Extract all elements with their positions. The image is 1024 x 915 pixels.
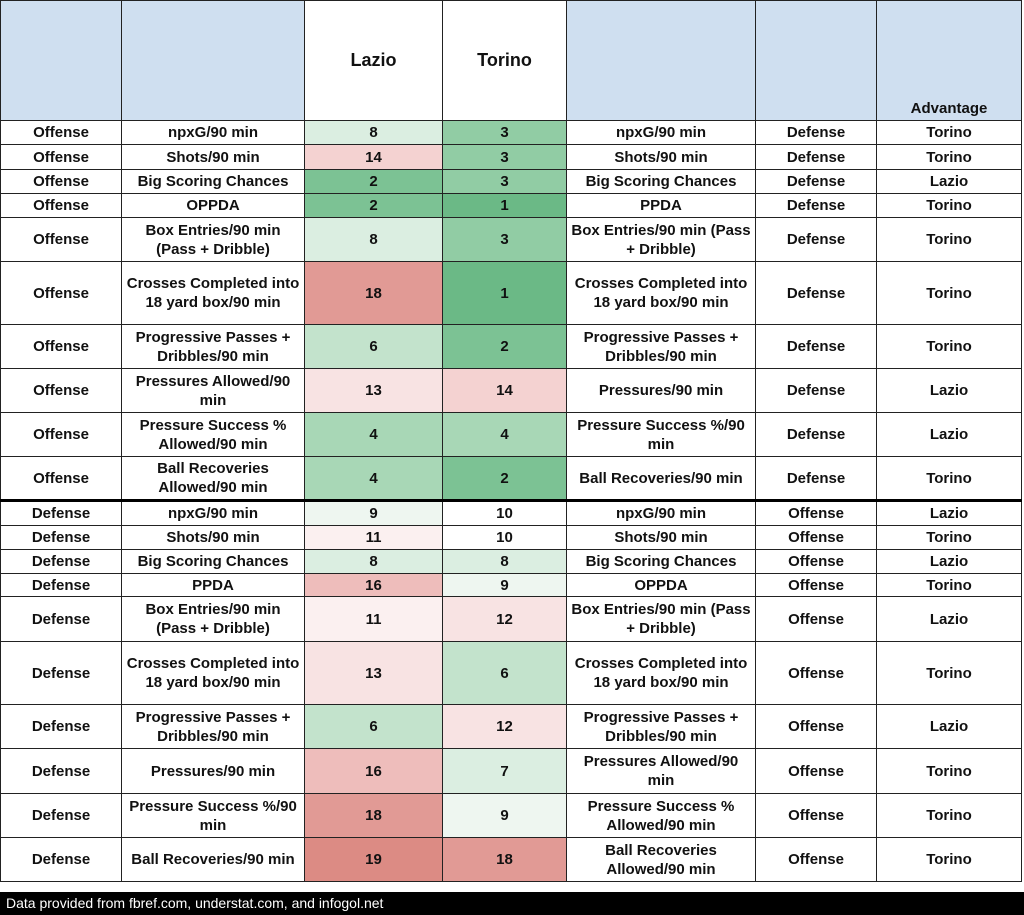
torino-value-cell: 3	[443, 121, 567, 145]
opponent-metric-cell: OPPDA	[567, 574, 756, 597]
opponent-metric-cell: Crosses Completed into 18 yard box/90 min	[567, 262, 756, 325]
team2-header: Torino	[443, 1, 567, 121]
table-row	[1, 170, 1022, 194]
lazio-value-cell: 8	[305, 550, 443, 574]
lazio-value-cell: 8	[305, 218, 443, 262]
advantage-cell: Lazio	[877, 170, 1022, 194]
table-row	[1, 413, 1022, 457]
side-cell: Defense	[1, 705, 122, 749]
opponent-metric-cell: Big Scoring Chances	[567, 170, 756, 194]
table-row	[1, 218, 1022, 262]
advantage-cell: Torino	[877, 194, 1022, 218]
torino-value-cell: 8	[443, 550, 567, 574]
table-row	[1, 501, 1022, 526]
table-row	[1, 749, 1022, 794]
opponent-side-cell: Defense	[756, 369, 877, 413]
torino-value-cell: 6	[443, 642, 567, 705]
lazio-value-cell: 11	[305, 597, 443, 642]
table-row	[1, 369, 1022, 413]
side-cell: Offense	[1, 413, 122, 457]
advantage-cell: Torino	[877, 218, 1022, 262]
table-row	[1, 705, 1022, 749]
torino-value-cell: 10	[443, 501, 567, 526]
lazio-value-cell: 16	[305, 574, 443, 597]
lazio-value-cell: 4	[305, 457, 443, 501]
lazio-value-cell: 18	[305, 262, 443, 325]
table-row	[1, 121, 1022, 145]
metric-cell: Pressure Success %/90 min	[122, 794, 305, 838]
metric-cell: Ball Recoveries/90 min	[122, 838, 305, 882]
side-cell: Defense	[1, 794, 122, 838]
opponent-metric-cell: Ball Recoveries/90 min	[567, 457, 756, 501]
torino-value-cell: 2	[443, 325, 567, 369]
opponent-side-cell: Offense	[756, 597, 877, 642]
lazio-value-cell: 2	[305, 194, 443, 218]
opponent-metric-cell: Box Entries/90 min (Pass + Dribble)	[567, 218, 756, 262]
header-blank-cell	[567, 1, 756, 121]
metric-cell: Shots/90 min	[122, 526, 305, 550]
metric-cell: npxG/90 min	[122, 501, 305, 526]
table-row	[1, 838, 1022, 882]
metric-cell: Crosses Completed into 18 yard box/90 min	[122, 262, 305, 325]
metric-cell: OPPDA	[122, 194, 305, 218]
side-cell: Offense	[1, 194, 122, 218]
side-cell: Defense	[1, 526, 122, 550]
opponent-metric-cell: Box Entries/90 min (Pass + Dribble)	[567, 597, 756, 642]
side-cell: Offense	[1, 145, 122, 170]
header-blank-cell	[1, 1, 122, 121]
opponent-metric-cell: Ball Recoveries Allowed/90 min	[567, 838, 756, 882]
opponent-metric-cell: Shots/90 min	[567, 526, 756, 550]
advantage-cell: Torino	[877, 262, 1022, 325]
side-cell: Offense	[1, 170, 122, 194]
opponent-metric-cell: Crosses Completed into 18 yard box/90 min	[567, 642, 756, 705]
opponent-side-cell: Offense	[756, 749, 877, 794]
advantage-header: Advantage	[877, 1, 1022, 121]
table-row	[1, 145, 1022, 170]
lazio-value-cell: 13	[305, 642, 443, 705]
opponent-metric-cell: npxG/90 min	[567, 121, 756, 145]
metric-cell: PPDA	[122, 574, 305, 597]
torino-value-cell: 12	[443, 705, 567, 749]
metric-cell: Pressures Allowed/90 min	[122, 369, 305, 413]
opponent-side-cell: Offense	[756, 705, 877, 749]
advantage-cell: Torino	[877, 325, 1022, 369]
table-row	[1, 574, 1022, 597]
side-cell: Defense	[1, 749, 122, 794]
opponent-side-cell: Defense	[756, 194, 877, 218]
metric-cell: Ball Recoveries Allowed/90 min	[122, 457, 305, 501]
opponent-metric-cell: Pressures/90 min	[567, 369, 756, 413]
opponent-metric-cell: Progressive Passes + Dribbles/90 min	[567, 705, 756, 749]
metric-cell: Box Entries/90 min (Pass + Dribble)	[122, 218, 305, 262]
opponent-metric-cell: Pressures Allowed/90 min	[567, 749, 756, 794]
torino-value-cell: 14	[443, 369, 567, 413]
torino-value-cell: 1	[443, 262, 567, 325]
side-cell: Offense	[1, 325, 122, 369]
side-cell: Offense	[1, 369, 122, 413]
opponent-metric-cell: PPDA	[567, 194, 756, 218]
advantage-cell: Torino	[877, 457, 1022, 501]
opponent-metric-cell: Shots/90 min	[567, 145, 756, 170]
opponent-metric-cell: Pressure Success %/90 min	[567, 413, 756, 457]
torino-value-cell: 10	[443, 526, 567, 550]
side-cell: Defense	[1, 838, 122, 882]
side-cell: Defense	[1, 550, 122, 574]
lazio-value-cell: 13	[305, 369, 443, 413]
torino-value-cell: 3	[443, 145, 567, 170]
torino-value-cell: 18	[443, 838, 567, 882]
side-cell: Offense	[1, 262, 122, 325]
team1-header: Lazio	[305, 1, 443, 121]
opponent-side-cell: Offense	[756, 794, 877, 838]
opponent-side-cell: Offense	[756, 838, 877, 882]
source-footer: Data provided from fbref.com, understat.com, and infogol.net	[0, 892, 1024, 915]
opponent-side-cell: Defense	[756, 218, 877, 262]
opponent-side-cell: Offense	[756, 526, 877, 550]
metric-cell: npxG/90 min	[122, 121, 305, 145]
advantage-cell: Torino	[877, 749, 1022, 794]
lazio-value-cell: 18	[305, 794, 443, 838]
side-cell: Defense	[1, 574, 122, 597]
torino-value-cell: 2	[443, 457, 567, 501]
opponent-metric-cell: Pressure Success % Allowed/90 min	[567, 794, 756, 838]
torino-value-cell: 9	[443, 794, 567, 838]
advantage-cell: Torino	[877, 838, 1022, 882]
lazio-value-cell: 8	[305, 121, 443, 145]
advantage-cell: Torino	[877, 526, 1022, 550]
header-blank-cell	[122, 1, 305, 121]
advantage-cell: Torino	[877, 794, 1022, 838]
advantage-cell: Lazio	[877, 413, 1022, 457]
lazio-value-cell: 16	[305, 749, 443, 794]
metric-cell: Big Scoring Chances	[122, 550, 305, 574]
metric-cell: Crosses Completed into 18 yard box/90 min	[122, 642, 305, 705]
lazio-value-cell: 4	[305, 413, 443, 457]
opponent-side-cell: Defense	[756, 145, 877, 170]
lazio-value-cell: 14	[305, 145, 443, 170]
side-cell: Defense	[1, 501, 122, 526]
metric-cell: Progressive Passes + Dribbles/90 min	[122, 705, 305, 749]
opponent-side-cell: Defense	[756, 262, 877, 325]
advantage-cell: Lazio	[877, 369, 1022, 413]
torino-value-cell: 9	[443, 574, 567, 597]
advantage-cell: Lazio	[877, 705, 1022, 749]
lazio-value-cell: 6	[305, 325, 443, 369]
opponent-side-cell: Defense	[756, 170, 877, 194]
table-row	[1, 794, 1022, 838]
metric-cell: Progressive Passes + Dribbles/90 min	[122, 325, 305, 369]
torino-value-cell: 7	[443, 749, 567, 794]
opponent-side-cell: Offense	[756, 642, 877, 705]
opponent-metric-cell: Big Scoring Chances	[567, 550, 756, 574]
lazio-value-cell: 2	[305, 170, 443, 194]
metric-cell: Pressure Success % Allowed/90 min	[122, 413, 305, 457]
advantage-cell: Torino	[877, 574, 1022, 597]
opponent-metric-cell: npxG/90 min	[567, 501, 756, 526]
table-row	[1, 597, 1022, 642]
metric-cell: Box Entries/90 min (Pass + Dribble)	[122, 597, 305, 642]
table-row	[1, 642, 1022, 705]
advantage-cell: Lazio	[877, 501, 1022, 526]
torino-value-cell: 12	[443, 597, 567, 642]
advantage-cell: Lazio	[877, 550, 1022, 574]
side-cell: Defense	[1, 642, 122, 705]
side-cell: Offense	[1, 121, 122, 145]
opponent-metric-cell: Progressive Passes + Dribbles/90 min	[567, 325, 756, 369]
table-row	[1, 457, 1022, 501]
lazio-value-cell: 11	[305, 526, 443, 550]
table-row	[1, 194, 1022, 218]
advantage-cell: Lazio	[877, 597, 1022, 642]
opponent-side-cell: Offense	[756, 574, 877, 597]
table-row	[1, 526, 1022, 550]
metric-cell: Shots/90 min	[122, 145, 305, 170]
opponent-side-cell: Defense	[756, 413, 877, 457]
table-row	[1, 262, 1022, 325]
opponent-side-cell: Defense	[756, 121, 877, 145]
table-row	[1, 550, 1022, 574]
torino-value-cell: 1	[443, 194, 567, 218]
opponent-side-cell: Defense	[756, 457, 877, 501]
metric-cell: Pressures/90 min	[122, 749, 305, 794]
advantage-cell: Torino	[877, 145, 1022, 170]
opponent-side-cell: Offense	[756, 501, 877, 526]
opponent-side-cell: Defense	[756, 325, 877, 369]
table-row	[1, 325, 1022, 369]
side-cell: Defense	[1, 597, 122, 642]
header-blank-cell	[756, 1, 877, 121]
torino-value-cell: 3	[443, 170, 567, 194]
lazio-value-cell: 6	[305, 705, 443, 749]
side-cell: Offense	[1, 218, 122, 262]
side-cell: Offense	[1, 457, 122, 501]
header-row	[1, 1, 1022, 121]
advantage-cell: Torino	[877, 121, 1022, 145]
lazio-value-cell: 19	[305, 838, 443, 882]
metric-cell: Big Scoring Chances	[122, 170, 305, 194]
torino-value-cell: 4	[443, 413, 567, 457]
lazio-value-cell: 9	[305, 501, 443, 526]
opponent-side-cell: Offense	[756, 550, 877, 574]
torino-value-cell: 3	[443, 218, 567, 262]
advantage-cell: Torino	[877, 642, 1022, 705]
